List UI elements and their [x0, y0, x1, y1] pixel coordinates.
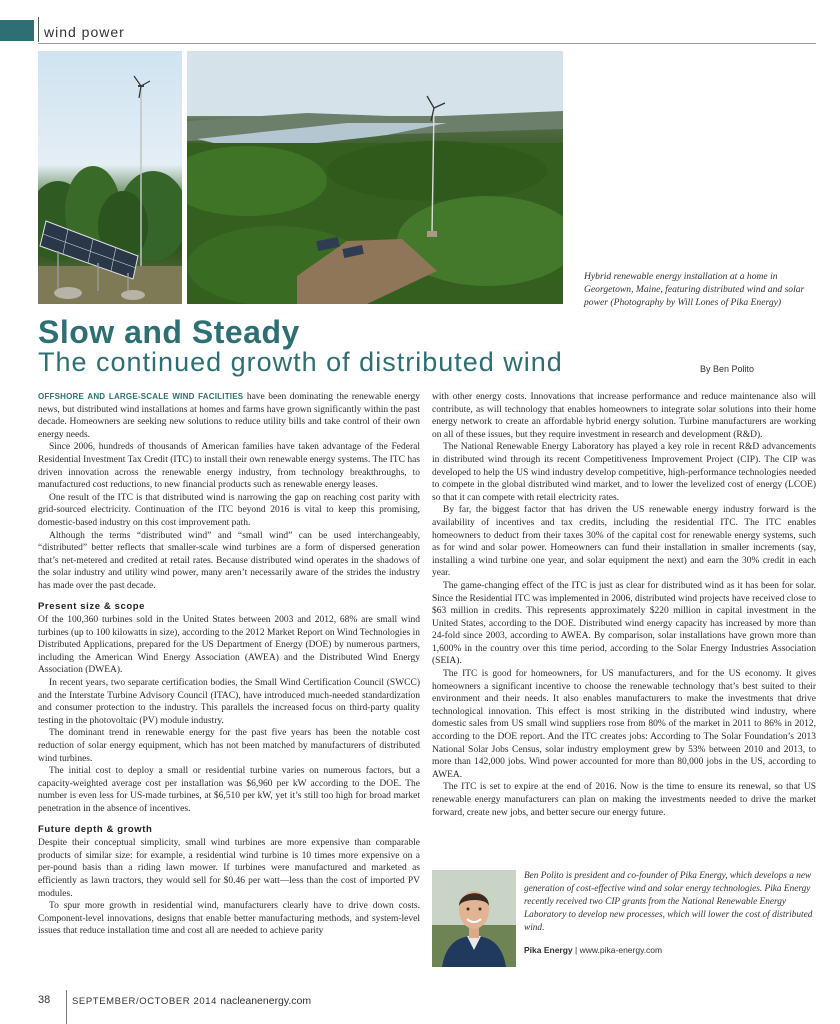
wind-turbine-solar-illustration [38, 51, 182, 304]
author-bio: Ben Polito is president and co-founder of Pika Energy, which develops a new generation of cost-effective wind and solar energy technologies. Pika Energy recently received two CIP grants from the National Renewable Energy Laboratory to develop new processes, which will lower the cost of distributed wind. [524, 871, 813, 933]
paragraph: Although the terms “distributed wind” and “small wind” can be used interchangeably, “distributed” better reflects that smaller-scale wind turbines are a form of dispersed generation that’s net-metered and credited at retail rates. Because distributed wind operates in the shadows of the solar industry and utility wind power, many aren’t necessarily aware of the strides the industry has made over the past decade. [38, 530, 420, 591]
lead-paragraph-text: have been dominating the renewable energy news, but distributed wind installations at homes and farms have grown significantly within the past decade. Homeowners are seeking new solutions to reduce utility bills and take control of their own energy needs. [38, 392, 421, 440]
company-name: Pika Energy [524, 945, 573, 955]
paragraph: Since 2006, hundreds of thousands of American families have taken advantage of the Federal Residential Investment Tax Credit (ITC) to install their own renewable energy systems. The ITC has driven innovation across the renewable energy industry, from technology breakthroughs, to manufactured cost reductions, to new financial products such as renewable energy leases. [38, 442, 420, 491]
article-column-left [38, 391, 420, 938]
article-column-right [432, 391, 816, 819]
section-color-bar [0, 20, 34, 41]
paragraph: In recent years, two separate certification bodies, the Small Wind Certification Council (SWCC) and the Interstate Turbine Advisory Council (ITAC), have introduced much-needed standardization and consumer protection to the industry. This parallels the increased focus on third-party quality testing in the photovoltaic (PV) module industry. [38, 678, 420, 726]
paragraph: By far, the biggest factor that has driven the US renewable energy industry forward is the availability of incentives and tax credits, including the residential ITC. The ITC enables homeowners to deduct from their taxes 30% of the capital cost for renewable energy systems, such as for wind and solar power. Homeowners can fund their installation in smaller increments (say, installing a wind turbine one year, and solar equipment the next) and earn the 30% credit in each year. [432, 505, 816, 579]
article-subtitle: The continued growth of distributed wind [38, 347, 563, 377]
publication-website-link[interactable]: nacleanenergy.com [220, 995, 312, 1007]
aerial-landscape-illustration [187, 51, 563, 304]
wind-turbine-solar-photo [38, 51, 182, 304]
section-underline [38, 43, 816, 44]
paragraph: The game-changing effect of the ITC is just as clear for distributed wind as it has been for solar. Since the Residential ITC was implemented in 2006, distributed wind projects have received close to $63 million in credits. This represents approximately $220 million in capital investment in the United States, according to the DOE. Distributed wind energy capacity has increased by more than 24-fold since 2003, according to AWEA. By comparison, solar installations have grown more than 1,600% in the country over this time period, according to the Solar Energy Industries Association (SEIA). [432, 580, 816, 667]
author-headshot [432, 870, 516, 967]
paragraph: Despite their conceptual simplicity, small wind turbines are more expensive than comparable products of similar size: for example, a residential wind turbine is 10 times more expensive on a per-pound basis than a riding lawn mower. If turbines were manufactured and marketed as efficiently as lawn tractors, they would sell for $0.46 per watt—less than the cost of imported PV modules. [38, 838, 420, 899]
company-website-link[interactable]: www.pika-energy.com [579, 945, 663, 955]
article-byline: By Ben Polito [700, 364, 755, 374]
section-heading-present-size: Present size & scope [38, 600, 146, 612]
paragraph: The National Renewable Energy Laboratory has played a key role in recent R&D advancements in distributed wind through its recent Competitiveness Improvement Project (CIP). The CIP was developed to help the US wind industry develop competitive, high-performance technologies needed to compete in the global distributed wind market, and to lower the levelized cost of energy (LCOE) so that it can compete with retail electricity rates. [432, 442, 816, 503]
article-title: Slow and Steady [38, 314, 300, 350]
lead-in: OFFSHORE AND LARGE-SCALE WIND FACILITIES [38, 392, 244, 401]
paragraph: The dominant trend in renewable energy for the past five years has been the notable cost reduction of solar energy equipment, which has not been matched by manufacturers of distributed wind turbines. [38, 728, 420, 764]
section-divider [38, 17, 39, 42]
paragraph: with other energy costs. Innovations that increase performance and reduce maintenance also will contribute, as will technology that enables homeowners to integrate solar solutions into their home energy network to create an affordable hybrid energy solution. Turbine manufacturers are working on all of these issues, but they require investment in research and development (R&D). [432, 392, 816, 440]
author-company-line [524, 945, 662, 955]
issue-date: SEPTEMBER/OCTOBER 2014 [72, 996, 218, 1007]
page-number: 38 [38, 994, 51, 1006]
section-heading-future-depth: Future depth & growth [38, 823, 153, 835]
paragraph: To spur more growth in residential wind, manufacturers clearly have to drive down costs. Component-level innovations, designs that enable better manufacturing methods, and system-level issues that reduce installation time and cost all are needed to achieve parity [38, 901, 420, 937]
paragraph: One result of the ITC is that distributed wind is narrowing the gap on reaching cost parity with grid-sourced electricity. Continuation of the ITC beyond 2016 is vital to keep this promising, domestic-based industry on this cost improvement path. [38, 492, 420, 528]
paragraph: The ITC is good for homeowners, for US manufacturers, and for the US economy. It gives homeowners a significant incentive to choose the renewable technology that’s best suited to their environment and their needs. It also enables manufacturers to make the investments that drive technological innovation. This effect is most striking in the distributed wind industry, where domestic sales from US small wind suppliers rose from 80% of the market in 2011 to 86% in 2012, according to the DOE report. And the ITC creates jobs: According to The Solar Foundation’s 2013 National Solar Jobs Census, solar industry employment grew by 53% between 2010 and 2013, to more than 142,000 jobs. Wind power accounted for more than 80,000 jobs in the US, according to AWEA. [432, 669, 816, 780]
paragraph-lead [38, 391, 420, 441]
footer-issue-line [72, 995, 311, 1007]
company-separator: | [572, 945, 580, 955]
section-label: wind power [44, 24, 125, 40]
author-headshot-illustration [432, 870, 516, 967]
aerial-forest-turbine-photo [187, 51, 563, 304]
paragraph: The ITC is set to expire at the end of 2016. Now is the time to ensure its renewal, so that US renewable energy manufacturers can plan on making the investments needed to drive the market forward, create new jobs, and better secure our energy future. [432, 782, 816, 818]
paragraph: The initial cost to deploy a small or residential turbine varies on numerous factors, but a capacity-weighted average cost per installation was $6,960 per kW according to the DOE. The number is even less for US-made turbines, at $6,510 per kW, yet it’s still too high for broad market penetration in the absence of incentives. [38, 766, 420, 814]
photo-caption: Hybrid renewable energy installation at a home in Georgetown, Maine, featuring distributed wind and solar power (Photography by Will Lones of Pika Energy) [584, 271, 805, 309]
paragraph: Of the 100,360 turbines sold in the United States between 2003 and 2012, 68% are small wind turbines (up to 100 kilowatts in size), according to the 2012 Market Report on Wind Technologies in Distributed Applications, prepared for the US Department of Energy (DOE) by numerous partners, including the American Wind Energy Association (AWEA) and the Distributed Wind Energy Association (DWEA). [38, 615, 420, 676]
footer-divider [66, 990, 67, 1024]
